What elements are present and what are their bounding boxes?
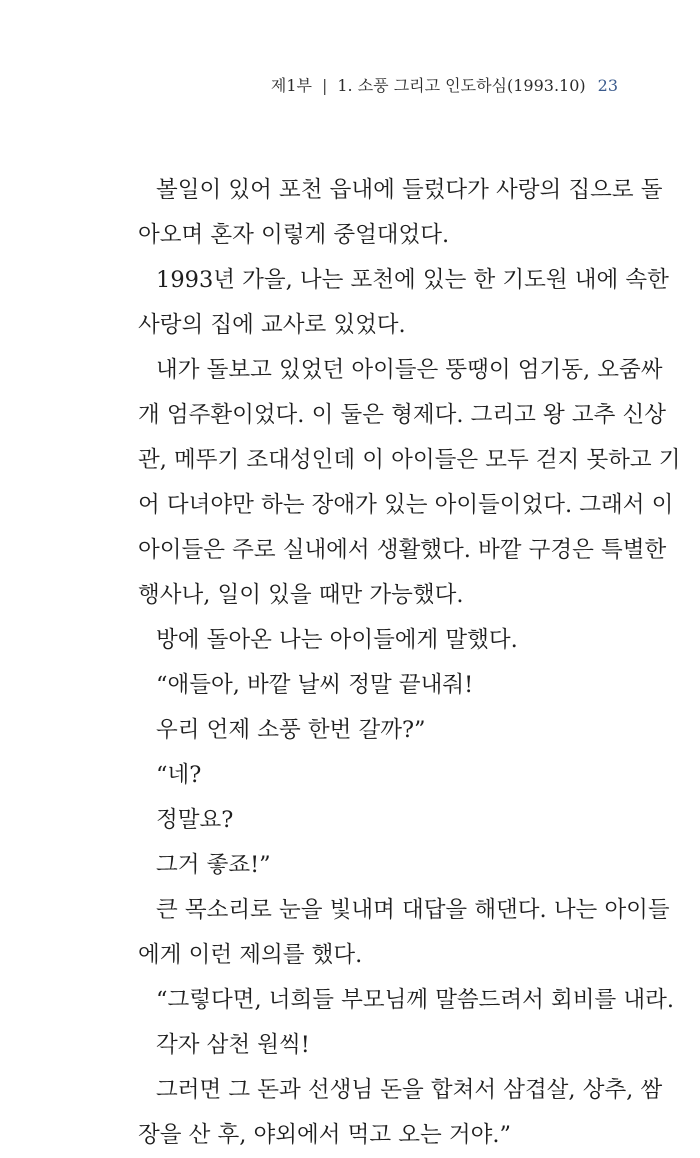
text-line: 아오며 혼자 이렇게 중얼대었다. <box>138 222 450 248</box>
text-line: 아이들은 주로 실내에서 생활했다. 바깥 구경은 특별한 <box>138 537 667 563</box>
text-line: “네? <box>156 762 202 788</box>
text-line: 에게 이런 제의를 했다. <box>138 942 363 968</box>
running-header <box>271 76 618 96</box>
header-part: 제1부 <box>270 76 312 95</box>
text-line: 각자 삼천 원씩! <box>156 1032 310 1058</box>
text-line: 관, 메뚜기 조대성인데 이 아이들은 모두 걷지 못하고 기 <box>138 447 681 473</box>
header-separator: | <box>321 76 328 95</box>
text-line: 우리 언제 소풍 한번 갈까?” <box>156 717 426 743</box>
text-line: 행사나, 일이 있을 때만 가능했다. <box>138 582 464 608</box>
text-line: 큰 목소리로 눈을 빛내며 대답을 해댄다. 나는 아이들 <box>156 897 670 923</box>
text-line: “그렇다면, 너희들 부모님께 말씀드려서 회비를 내라. <box>156 987 675 1013</box>
text-line: 어 다녀야만 하는 장애가 있는 아이들이었다. 그래서 이 <box>138 492 674 518</box>
header-chapter-title: 1. 소풍 그리고 인도하심(1993.10) <box>337 76 586 95</box>
text-line: 장을 산 후, 야외에서 먹고 오는 거야.” <box>138 1122 512 1148</box>
text-line: 정말요? <box>156 807 234 833</box>
text-line: 내가 돌보고 있었던 아이들은 뚱땡이 엄기동, 오줌싸 <box>156 357 663 383</box>
page-number: 23 <box>597 76 618 95</box>
text-line: 그거 좋죠!” <box>156 852 271 878</box>
body-text <box>138 168 681 1158</box>
text-line: 사랑의 집에 교사로 있었다. <box>138 312 406 338</box>
text-line: 그러면 그 돈과 선생님 돈을 합쳐서 삼겹살, 상추, 쌈 <box>156 1077 663 1103</box>
text-line: 개 엄주환이었다. 이 둘은 형제다. 그리고 왕 고추 신상 <box>138 402 666 428</box>
text-line: “애들아, 바깥 날씨 정말 끝내줘! <box>156 672 474 698</box>
text-line: 1993년 가을, 나는 포천에 있는 한 기도원 내에 속한 <box>156 267 669 293</box>
text-line: 방에 돌아온 나는 아이들에게 말했다. <box>156 627 518 653</box>
text-line: 볼일이 있어 포천 읍내에 들렀다가 사랑의 집으로 돌 <box>156 177 663 203</box>
